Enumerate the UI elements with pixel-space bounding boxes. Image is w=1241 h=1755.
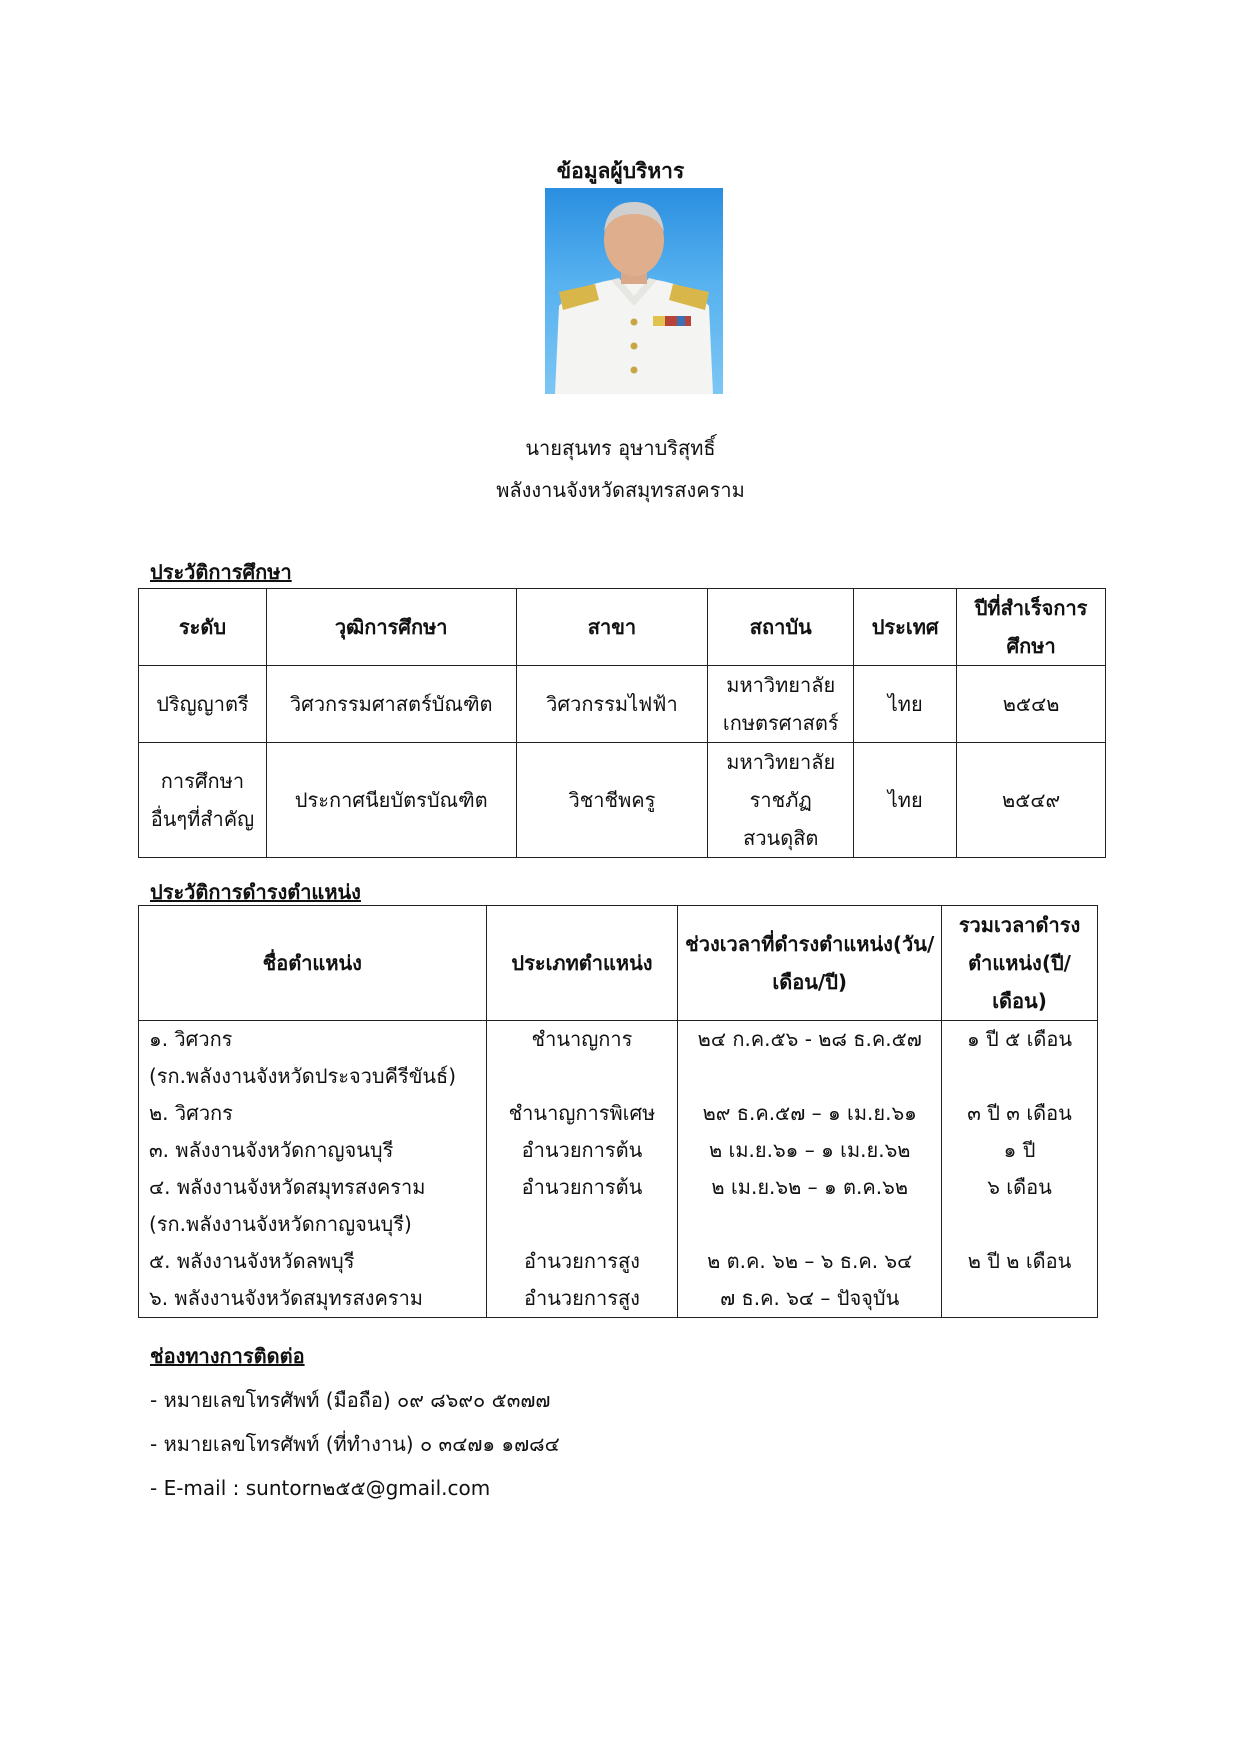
pos-period: ๒๙ ธ.ค.๕๗ – ๑ เม.ย.๖๑ (678, 1095, 942, 1132)
person-name: นายสุนทร อุษาบริสุทธิ์ (525, 436, 716, 460)
pos-title: (รก.พลังงานจังหวัดกาญจนบุรี) (139, 1206, 487, 1243)
edu-header-major: สาขา (516, 589, 708, 666)
table-row (139, 1206, 1098, 1243)
pos-period (678, 1206, 942, 1243)
pos-period: ๒ ต.ค. ๖๒ – ๖ ธ.ค. ๖๔ (678, 1243, 942, 1280)
table-row (139, 1095, 1098, 1132)
pos-header-type: ประเภทตำแหน่ง (486, 906, 678, 1021)
pos-header-period: ช่วงเวลาที่ดำรงตำแหน่ง(วัน/เดือน/ปี) (678, 906, 942, 1021)
edu-header-country: ประเทศ (854, 589, 957, 666)
pos-title: (รก.พลังงานจังหวัดประจวบคีรีขันธ์) (139, 1058, 487, 1095)
pos-type: อำนวยการสูง (486, 1243, 678, 1280)
pos-title: ๒. วิศวกร (139, 1095, 487, 1132)
pos-type (486, 1058, 678, 1095)
edu-header-degree: วุฒิการศึกษา (266, 589, 516, 666)
contact-mobile: - หมายเลขโทรศัพท์ (มือถือ) ๐๙ ๘๖๙๐ ๕๓๗๗ (150, 1388, 551, 1412)
positions-table (138, 905, 1098, 1318)
edu-major: วิชาชีพครู (516, 743, 708, 858)
pos-period: ๗ ธ.ค. ๖๔ – ปัจจุบัน (678, 1280, 942, 1318)
pos-duration (942, 1058, 1098, 1095)
contact-office-phone: - หมายเลขโทรศัพท์ (ที่ทำงาน) ๐ ๓๔๗๑ ๑๗๘๔ (150, 1432, 560, 1456)
edu-country: ไทย (854, 743, 957, 858)
pos-type: อำนวยการต้น (486, 1132, 678, 1169)
edu-level: การศึกษาอื่นๆที่สำคัญ (139, 743, 267, 858)
pos-header-duration: รวมเวลาดำรงตำแหน่ง(ปี/เดือน) (942, 906, 1098, 1021)
table-row (139, 743, 1106, 858)
pos-title: ๑. วิศวกร (139, 1021, 487, 1059)
pos-type: ชำนาญการ (486, 1021, 678, 1059)
pos-title: ๔. พลังงานจังหวัดสมุทรสงคราม (139, 1169, 487, 1206)
edu-year: ๒๕๔๒ (957, 666, 1106, 743)
portrait-photo (545, 188, 723, 394)
pos-duration (942, 1206, 1098, 1243)
pos-period: ๒ เม.ย.๖๒ – ๑ ต.ค.๖๒ (678, 1169, 942, 1206)
edu-degree: วิศวกรรมศาสตร์บัณฑิต (266, 666, 516, 743)
pos-duration: ๓ ปี ๓ เดือน (942, 1095, 1098, 1132)
pos-duration: ๖ เดือน (942, 1169, 1098, 1206)
table-row (139, 1169, 1098, 1206)
table-row (139, 666, 1106, 743)
edu-major: วิศวกรรมไฟฟ้า (516, 666, 708, 743)
pos-duration: ๑ ปี ๕ เดือน (942, 1021, 1098, 1059)
edu-institution: มหาวิทยาลัยเกษตรศาสตร์ (708, 666, 854, 743)
pos-type (486, 1206, 678, 1243)
pos-type: อำนวยการสูง (486, 1280, 678, 1318)
edu-degree: ประกาศนียบัตรบัณฑิต (266, 743, 516, 858)
pos-title: ๖. พลังงานจังหวัดสมุทรสงคราม (139, 1280, 487, 1318)
table-row (139, 1243, 1098, 1280)
pos-period: ๒๔ ก.ค.๕๖ - ๒๘ ธ.ค.๕๗ (678, 1021, 942, 1059)
page-title: ข้อมูลผู้บริหาร (556, 159, 685, 183)
pos-title: ๓. พลังงานจังหวัดกาญจนบุรี (139, 1132, 487, 1169)
pos-title: ๕. พลังงานจังหวัดลพบุรี (139, 1243, 487, 1280)
edu-header-institution: สถาบัน (708, 589, 854, 666)
pos-period: ๒ เม.ย.๖๑ – ๑ เม.ย.๖๒ (678, 1132, 942, 1169)
table-row (139, 1132, 1098, 1169)
edu-level: ปริญญาตรี (139, 666, 267, 743)
pos-type: ชำนาญการพิเศษ (486, 1095, 678, 1132)
person-position: พลังงานจังหวัดสมุทรสงคราม (496, 478, 745, 502)
edu-institution: มหาวิทยาลัยราชภัฏสวนดุสิต (708, 743, 854, 858)
edu-country: ไทย (854, 666, 957, 743)
pos-type: อำนวยการต้น (486, 1169, 678, 1206)
edu-header-year: ปีที่สำเร็จการศึกษา (957, 589, 1106, 666)
edu-header-level: ระดับ (139, 589, 267, 666)
education-table (138, 588, 1106, 858)
pos-duration (942, 1280, 1098, 1318)
pos-duration: ๑ ปี (942, 1132, 1098, 1169)
table-row (139, 1280, 1098, 1318)
pos-period (678, 1058, 942, 1095)
contact-email: - E-mail : suntorn๒๕๕@gmail.com (150, 1476, 491, 1500)
edu-year: ๒๕๔๙ (957, 743, 1106, 858)
education-heading: ประวัติการศึกษา (150, 560, 292, 584)
table-row (139, 1058, 1098, 1095)
pos-duration: ๒ ปี ๒ เดือน (942, 1243, 1098, 1280)
table-row (139, 1021, 1098, 1059)
contact-heading: ช่องทางการติดต่อ (150, 1344, 305, 1368)
positions-heading: ประวัติการดำรงตำแหน่ง (150, 880, 361, 904)
pos-header-title: ชื่อตำแหน่ง (139, 906, 487, 1021)
